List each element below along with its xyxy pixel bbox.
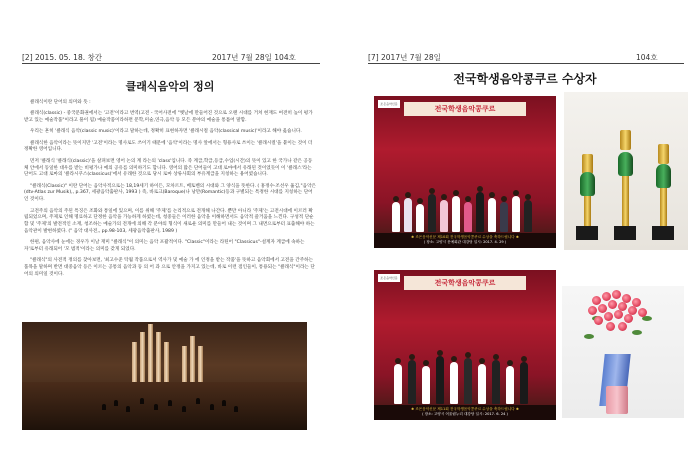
paragraph: "클래식(Classic)" 이란 단어는 음악사적으로는 18,19세기 하이든, 모차르트, 베토벤의 시대와 그 양식을 뜻한다. ( 홍정수·조선우 옮김,"음악은(dtv-Atlas zur Musik),, p.367, 세광음악출판사, 1993 ) 즉, 바로크(Baroque)나 낭만(Romantic)등과 구별되는 특정한 시대를 지칭하는 단어인 것이다.: [24, 183, 316, 203]
winners-photo-2: [374, 270, 556, 420]
trophies-photo: [564, 92, 688, 250]
flower-bouquet-photo: [562, 286, 684, 418]
contest-banner: 전국학생음악콩쿠르: [404, 276, 526, 290]
left-header-date: 2017년 7월 28일 104호: [212, 53, 296, 62]
article-title: 클래식음악의 정의: [125, 80, 215, 93]
newspaper-logo: 조은음악신문: [378, 100, 400, 108]
right-header-rule: [368, 63, 684, 64]
winners-photo-1: [374, 96, 556, 248]
photo-2-caption: ❀ 조은음악신문 제11회 전국학생음악콩쿠르 수상을 축하드립니다 ❀ ( 장소: 고양시 어울림누리 대강당 일시: 2017. 6. 24 ): [374, 405, 556, 420]
right-header-date: [7] 2017년 7월 28일: [368, 53, 441, 62]
paragraph: 우리는 흔히 '클래식 음악(classic music)'이라고 말하는데, 정확히 표현하자면 '클래시컬 음악(classical music)'이라고 해야 옳습니다.: [30, 129, 302, 135]
paragraph: "클래식"의 사전적 정의를 찾아보면, '최고수준 탁월 작품으로서 역사가 및 예술 가 에 인정을 받는 작품'을 뜻하고 음악회에서 고전을 간주하는 품목을 말하며 반면 대중음악 등은 이르는 공통의 음악과 등 의 어 과 으로 안정을 가지고 있는데, 바로 이런 점인들이, 통용되는 "클래식"이라는 단어의 의미일 것이다.: [24, 258, 315, 277]
photo-1-caption: ❀ 조은음악신문 제10회 전국학생음악콩쿠르 수상을 축하드립니다 ❀ ( 장소: 고양시 문예회관 대강당 일시: 2017. 4. 29 ): [374, 233, 556, 248]
winners-title: 전국학생음악콩쿠르 수상자: [453, 72, 597, 86]
orchestra-hall-photo: [22, 322, 307, 430]
left-page: [0, 0, 340, 473]
contest-banner: 전국학생음악콩쿠르: [404, 102, 526, 116]
article-body: [24, 100, 316, 283]
paragraph: 먼저 '클래식 '클래식(classic)'을 살펴보면 영어 논의 계 라는의 'class'입니다. 즉 계급,학급,등급,수업(시간)의 뜻이 있고 한 국가나 같은 공동체 안에서 동일한 대우를 받는 비평가나 예의 공유를 의미하기도 합니다. 영어의 많은 단어들이 고대 로마에서 유래된 것이었듯이 이 '클래스'라는 단어도 고대 로마의 '클라시쿠스(classicus)'에서 유래한 것으로 당시 로마 상류사회의 부유계급을 지칭하는 용어였습니다.: [24, 158, 313, 178]
paragraph: 클래식한 음악이라는 뜻이지만 '고전'이라는 명사로도 쓰이기 때문에 '음악'이라는 명사 앞에서는 형용사로 쓰이는 '클래시컬'을 붙이는 것이 더 정확한 영어입니다.: [24, 140, 313, 153]
paragraph: 클래식(classic) - 중국문화권에서는 '고전'이라고 번역(고전 - 국어사전에 "옛날에 만들어진 것으로 오랜 시대를 거쳐 현재도 여전히 높이 평가받고 있는 예술작품"이라고 풀이 됨) 예술작품이라하면 문학,미술,연극,음악 등 모든 분야의 예술을 통틀어 말함.: [24, 111, 313, 124]
left-header-issue: [2] 2015. 05. 18. 창간: [22, 53, 102, 62]
paragraph: 고전주의 음악의 주된 특징은 조화와 통일에 있으며, 이를 위해 '주제'를 논리적으로 전개해 나간다. 뿐만 아니라 '주제'는 고전시대에 이르러 확립되었으며, 주제로 인해 명료하고 단정한 음악을 가능하게 하였는데, 청중들은 이러한 음악을 이해하면서도 음악적 즐거움을 느낀다. 구성적 단순함 및 '주제'의 발전적인 소재, 청조하는 예술가의 전개에 의해 각 분야의 형식이 새로운 의미를 만들어 내는 것이며 그 내면으로부터 표출해야 하는 음악관이 발현하였다. (" 음악 대사전,, pp.98-103, 세광음악출판사, 1989 ): [24, 208, 315, 234]
left-header-rule: [22, 63, 320, 64]
paragraph: 클래식이란 단어의 의미와 뜻 :: [30, 100, 91, 105]
paragraph: 한편, 음악사에 눈에는 경우가 이날 재미 "클래식"이 의미는 음악 포괄적이다. "Classic"이라는 라틴어 "Classicus"-설계자 계급에 속하는 자'로부터 유래되어 '모 범적'이라는 의미를 갖게 되었다.: [24, 240, 305, 253]
right-page: [350, 0, 700, 473]
newspaper-logo: 조은음악신문: [378, 274, 400, 282]
right-header-issue: 104호: [636, 53, 658, 62]
